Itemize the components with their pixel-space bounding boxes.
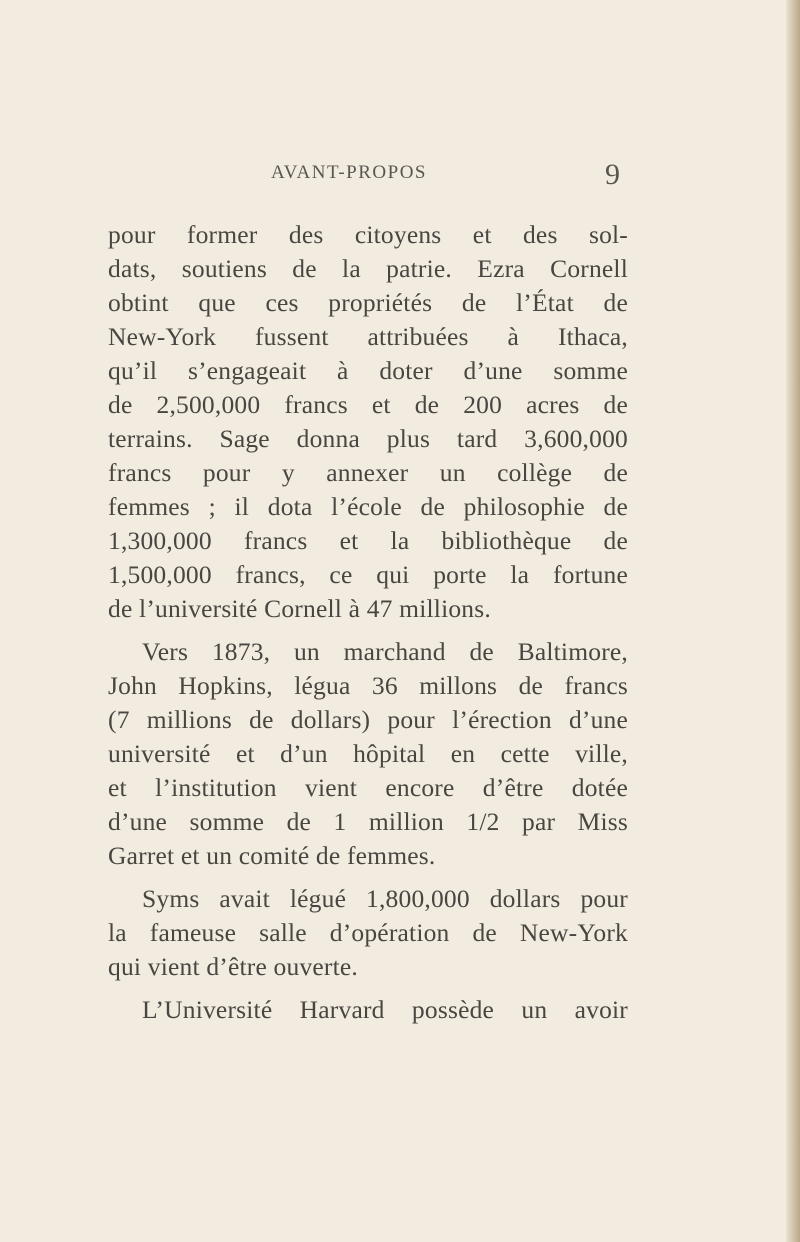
text-line: femmes ; il dota l’école de philosophie de: [108, 492, 628, 521]
text-line: francs pour y annexer un collège de: [108, 458, 628, 487]
paragraph-gap: [108, 984, 628, 993]
text-line: Syms avait légué 1,800,000 dollars pour: [142, 884, 628, 913]
text-line: (7 millions de dollars) pour l’érection d’une: [108, 705, 628, 734]
text-line: d’une somme de 1 million 1/2 par Miss: [108, 807, 628, 836]
text-line: dats, soutiens de la patrie. Ezra Cornell: [108, 254, 628, 283]
text-line: obtint que ces propriétés de l’État de: [108, 288, 628, 317]
running-title: AVANT-PROPOS: [271, 162, 427, 183]
text-line: qu’il s’engageait à doter d’une somme: [108, 356, 628, 385]
paragraph: [108, 993, 628, 1027]
text-line: la fameuse salle d’opération de New-York: [108, 918, 628, 947]
page-header: [0, 158, 800, 198]
body-text: [108, 218, 628, 1027]
text-line: New-York fussent attribuées à Ithaca,: [108, 322, 628, 351]
text-line: 1,300,000 francs et la bibliothèque de: [108, 526, 628, 555]
page-number: 9: [605, 158, 620, 191]
text-line: de 2,500,000 francs et de 200 acres de: [108, 390, 628, 419]
text-line: terrains. Sage donna plus tard 3,600,000: [108, 424, 628, 453]
text-line: L’Université Harvard possède un avoir: [142, 995, 628, 1024]
text-line: qui vient d’être ouverte.: [108, 952, 358, 981]
text-line: de l’université Cornell à 47 millions.: [108, 594, 491, 623]
paragraph: [108, 218, 628, 626]
paragraph: [108, 882, 628, 984]
text-line: Garret et un comité de femmes.: [108, 841, 436, 870]
text-line: université et d’un hôpital en cette ville,: [108, 739, 628, 768]
text-line: 1,500,000 francs, ce qui porte la fortune: [108, 560, 628, 589]
text-line: et l’institution vient encore d’être dotée: [108, 773, 628, 802]
paragraph: [108, 635, 628, 873]
paragraph-gap: [108, 626, 628, 635]
text-line: John Hopkins, légua 36 millons de francs: [108, 671, 628, 700]
text-line: pour former des citoyens et des sol-: [108, 220, 628, 249]
text-line: Vers 1873, un marchand de Baltimore,: [142, 637, 628, 666]
paragraph-gap: [108, 873, 628, 882]
